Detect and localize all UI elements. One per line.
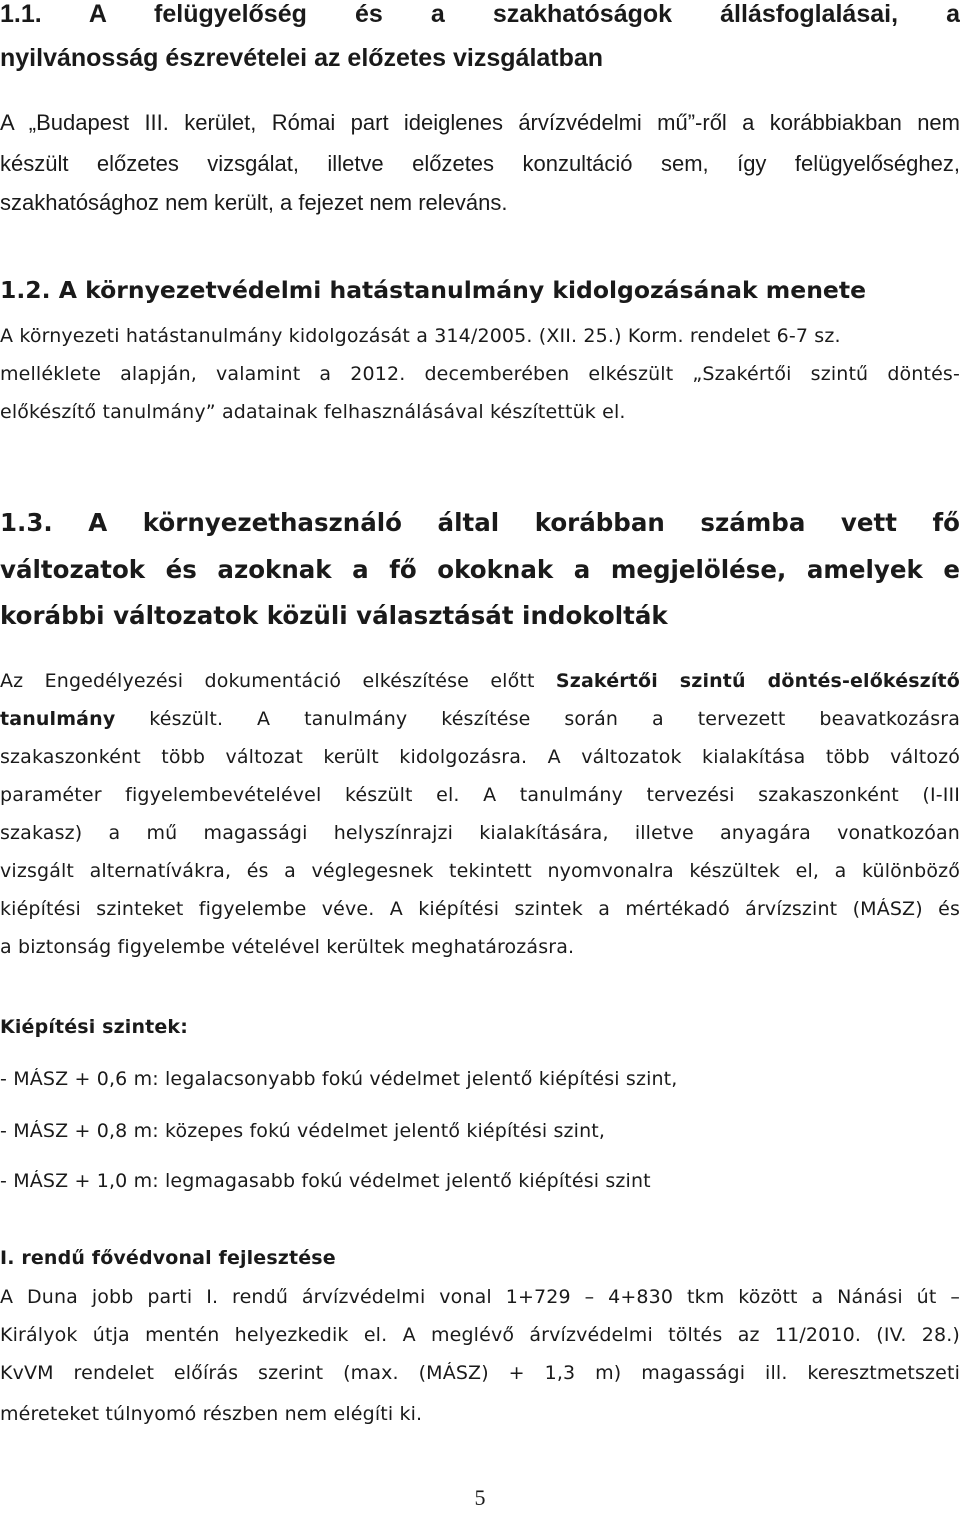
section-1-1-heading-line-2: nyilvánosság észrevételei az előzetes vizsgálatban <box>0 44 604 72</box>
section-1-3-text-line-3: szakaszonként több változat került kidolgozásra. A változatok kialakítása több változó <box>0 746 960 768</box>
kiepitesi-szint-item-3: - MÁSZ + 1,0 m: legmagasabb fokú védelmet jelentő kiépítési szint <box>0 1170 651 1192</box>
section-1-3-text-line-2-bold: tanulmány <box>0 708 116 730</box>
section-1-3-text-line-1-bold: Szakértői szintű döntés-előkészítő <box>555 670 960 692</box>
kiepitesi-szint-item-2: - MÁSZ + 0,8 m: közepes fokú védelmet jelentő kiépítési szint, <box>0 1120 606 1142</box>
section-1-1-text-line-3: szakhatósághoz nem került, a fejezet nem releváns. <box>0 190 508 215</box>
section-1-3-text-line-2 <box>0 708 960 730</box>
fovedvonal-title: I. rendű fővédvonal fejlesztése <box>0 1247 336 1269</box>
section-1-3-text-line-5: szakasz) a mű magassági helyszínrajzi kialakítására, illetve anyagára vonatkozóan <box>0 822 960 844</box>
section-1-3-text-line-2-plain: készült. A tanulmány készítése során a tervezett beavatkozásra <box>115 708 960 730</box>
fovedvonal-text-line-3: KvVM rendelet előírás szerint (max. (MÁSZ) + 1,3 m) magassági ill. keresztmetszeti <box>0 1362 960 1384</box>
kiepitesi-szint-item-1: - MÁSZ + 0,6 m: legalacsonyabb fokú védelmet jelentő kiépítési szint, <box>0 1068 678 1090</box>
section-1-1-text-line-1: A „Budapest III. kerület, Római part ideiglenes árvízvédelmi mű”-ről a korábbiakban nem <box>0 110 960 135</box>
section-1-3-heading-line-2: változatok és azoknak a fő okoknak a megjelölése, amelyek e <box>0 555 960 584</box>
kiepitesi-szintek-title: Kiépítési szintek: <box>0 1016 188 1038</box>
section-1-3-text-line-6: vizsgált alternatívákra, és a véglegesnek tekintett nyomvonalra készültek el, a különböző <box>0 860 960 882</box>
section-1-1-text-line-2: készült előzetes vizsgálat, illetve előzetes konzultáció sem, így felügyelőséghez, <box>0 151 960 176</box>
section-1-1-heading-line-1: 1.1. A felügyelőség és a szakhatóságok állásfoglalásai, a <box>0 0 960 28</box>
section-1-3-text-line-1 <box>0 670 960 692</box>
fovedvonal-text-line-2: Királyok útja mentén helyezkedik el. A meglévő árvízvédelmi töltés az 11/2010. (IV. 28.) <box>0 1324 960 1346</box>
section-1-3-text-line-1-plain: Az Engedélyezési dokumentáció elkészítése előtt <box>0 670 556 692</box>
section-1-3-text-line-7: kiépítési szinteket figyelembe véve. A kiépítési szintek a mértékadó árvízszint (MÁSZ) és <box>0 898 960 920</box>
section-1-3-heading-line-3: korábbi változatok közüli választását indokolták <box>0 601 668 630</box>
section-1-2-text-line-2: melléklete alapján, valamint a 2012. decemberében elkészült „Szakértői szintű döntés- <box>0 363 960 385</box>
fovedvonal-text-line-1: A Duna jobb parti I. rendű árvízvédelmi vonal 1+729 – 4+830 tkm között a Nánási út – <box>0 1286 960 1308</box>
section-1-2-heading: 1.2. A környezetvédelmi hatástanulmány kidolgozásának menete <box>0 276 867 304</box>
section-1-3-heading-line-1: 1.3. A környezethasználó által korábban számba vett fő <box>0 508 960 537</box>
section-1-2-text-line-3: előkészítő tanulmány” adatainak felhasználásával készítettük el. <box>0 401 626 423</box>
page-number: 5 <box>474 1485 486 1510</box>
fovedvonal-text-line-4: méreteket túlnyomó részben nem elégíti ki. <box>0 1403 423 1425</box>
section-1-3-text-line-4: paraméter figyelembevételével készült el. A tanulmány tervezési szakaszonként (I-III <box>0 784 960 806</box>
section-1-2-text-line-1: A környezeti hatástanulmány kidolgozását a 314/2005. (XII. 25.) Korm. rendelet 6-7 sz. <box>0 325 841 347</box>
section-1-3-text-line-8: a biztonság figyelembe vételével kerültek meghatározásra. <box>0 936 575 958</box>
